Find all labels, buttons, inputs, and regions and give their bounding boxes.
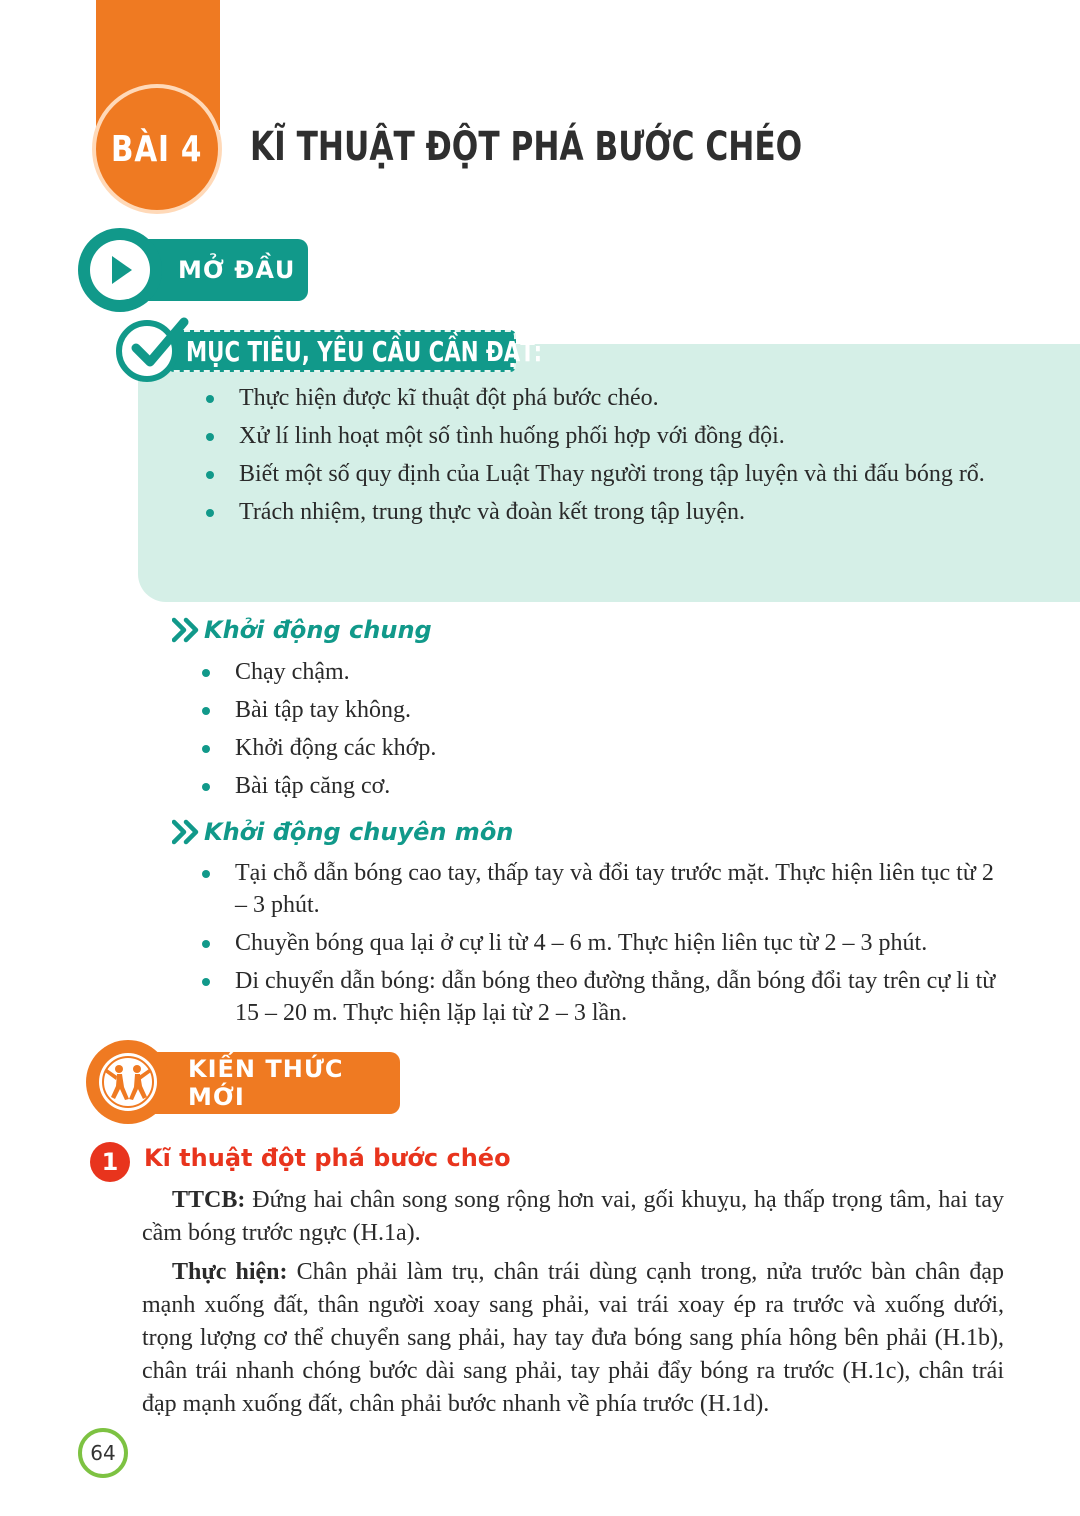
new-knowledge-label-text: KIẾN THỨC MỚI [188,1055,344,1111]
lesson-badge-text: BÀI 4 [111,128,203,170]
list-item: Chuyền bóng qua lại ở cự li từ 4 – 6 m. Thực hiện liên tục từ 2 – 3 phút. [235,927,1010,959]
section-title: Kĩ thuật đột phá bước chéo [144,1144,511,1172]
chevron-double-right-icon [172,819,202,845]
chevron-double-right-icon [172,617,202,643]
warmup-general-list [235,656,1015,808]
list-item: Biết một số quy định của Luật Thay người trong tập luyện và thi đấu bóng rổ. [239,458,1009,490]
play-icon [100,250,140,290]
basketball-players-icon [95,1049,161,1115]
ttcb-label: TTCB: [172,1187,246,1213]
goals-label-text: MỤC TIÊU, YÊU CẦU CẦN ĐẠT: [186,334,543,368]
warmup-special-heading [172,818,513,846]
list-item: Bài tập căng cơ. [235,770,1015,802]
list-item: Di chuyển dẫn bóng: dẫn bóng theo đường thẳng, dẫn bóng đổi tay trên cự li từ 15 – 20 m. Thực hiện lặp lại từ 2 – 3 lần. [235,965,1010,1029]
lesson-title: KĨ THUẬT ĐỘT PHÁ BƯỚC CHÉO [250,124,803,170]
lesson-badge [92,84,222,214]
goals-label [168,330,543,372]
list-item: Chạy chậm. [235,656,1015,688]
list-item: Trách nhiệm, trung thực và đoàn kết trong tập luyện. [239,496,1009,528]
perform-paragraph [142,1256,1004,1421]
intro-section-label [140,239,308,301]
intro-icon-circle [78,228,162,312]
new-knowledge-label [150,1052,400,1114]
intro-label-text: MỞ ĐẦU [178,256,296,284]
perform-text: Chân phải làm trụ, chân trái dùng cạnh trong, nửa trước bàn chân đạp mạnh xuống đất, thân người xoay sang phải, vai trái xoay ép ra trước và xuống dưới, trọng lượng cơ thể chuyển sang phải, hay tay đưa bóng sang phía hông bên phải (H.1b), chân trái nhanh chóng bước dài sang phải, tay phải đẩy bóng ra trước (H.1c), chân trái đạp mạnh xuống đất, chân phải bước nhanh về phía trước (H.1d). [142,1259,1004,1417]
list-item: Khởi động các khớp. [235,732,1015,764]
warmup-general-heading-text: Khởi động chung [204,616,432,644]
list-item: Bài tập tay không. [235,694,1015,726]
list-item: Xử lí linh hoạt một số tình huống phối hợp với đồng đội. [239,420,1009,452]
warmup-special-heading-text: Khởi động chuyên môn [204,818,514,846]
ttcb-paragraph [142,1184,1004,1250]
warmup-special-list [235,857,1010,1035]
list-item: Thực hiện được kĩ thuật đột phá bước chéo. [239,382,1009,414]
section-number: 1 [90,1142,130,1182]
new-knowledge-icon-circle [86,1040,170,1124]
perform-label: Thực hiện: [172,1259,288,1285]
ttcb-text: Đứng hai chân song song rộng hơn vai, gối khuỵu, hạ thấp trọng tâm, hai tay cầm bóng trước ngực (H.1a). [142,1187,1004,1246]
warmup-general-heading [172,616,432,644]
goals-list [239,382,1009,534]
checkmark-icon [122,308,192,378]
list-item: Tại chỗ dẫn bóng cao tay, thấp tay và đổi tay trước mặt. Thực hiện liên tục từ 2 – 3 phút. [235,857,1010,921]
page-number: 64 [78,1428,128,1478]
